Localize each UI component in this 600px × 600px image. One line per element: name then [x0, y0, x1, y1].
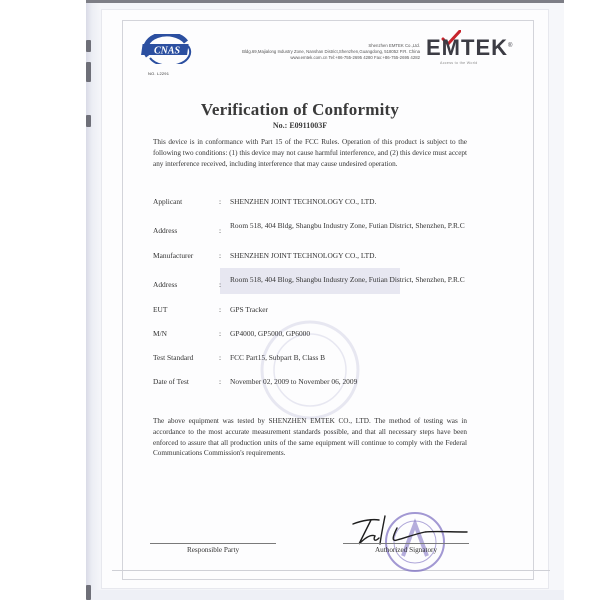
brand-tagline: Access to the World — [440, 61, 478, 65]
field-value: GP4000, GP5000, GP6000 — [230, 329, 311, 338]
sleeve-bottom-edge — [86, 590, 564, 600]
field-separator: : — [219, 280, 222, 289]
field-separator: : — [219, 329, 222, 338]
field-separator: : — [219, 353, 222, 362]
authorized-signatory-label: Authorized Signatory — [374, 546, 438, 554]
binder-hole — [86, 585, 91, 600]
field-value: Room 518, 404 Blog, Shangbu Industry Zone, Futian District, Shenzhen, P.R.C — [230, 275, 465, 284]
field-label: M/N — [153, 329, 167, 338]
field-value: SHENZHEN JOINT TECHNOLOGY CO., LTD. — [230, 251, 377, 260]
authorized-signatory-line — [343, 543, 469, 544]
field-label: Manufacturer — [153, 251, 194, 260]
field-separator: : — [219, 226, 222, 235]
emtek-logo-text: EMTEK — [426, 35, 508, 60]
field-value: SHENZHEN JOINT TECHNOLOGY CO., LTD. — [230, 197, 377, 206]
page-border-bottom — [112, 570, 550, 571]
closing-paragraph: The above equipment was tested by SHENZHEN EMTEK CO., LTD. The method of testing was in accordance to the most accurate measurement standards possible, and that all necessary steps have been enforced to assure that all production units of the same equipment will continue to comply with the Federal Communications Commission's requirements. — [153, 417, 467, 458]
responsible-party-label: Responsible Party — [186, 546, 240, 554]
responsible-party-line — [150, 543, 276, 544]
accreditation-number: NO. L2291 — [148, 71, 170, 76]
field-value: November 02, 2009 to November 06, 2009 — [230, 377, 358, 386]
registered-mark-icon: ® — [508, 43, 514, 49]
field-separator: : — [219, 197, 222, 206]
company-contact: www.emtek.com.cn Tel:+86-755-2695 4280 Fax:+86-755-2695 4282 — [290, 55, 420, 60]
cnas-logo-icon — [140, 34, 194, 64]
company-name: Shenzhen EMTEK Co.,Ltd. — [368, 43, 420, 48]
binder-hole — [86, 40, 91, 52]
binder-hole — [86, 62, 91, 82]
svg-text:CNAS: CNAS — [153, 45, 181, 57]
emtek-logo — [426, 37, 513, 59]
field-label: Address — [153, 280, 178, 289]
field-separator: : — [219, 251, 222, 260]
field-value: GPS Tracker — [230, 305, 268, 314]
certificate-number: No.: E0911003F — [272, 121, 328, 130]
document-title: Verification of Conformity — [200, 100, 400, 119]
watermark-emblem-icon — [200, 260, 420, 420]
field-label: EUT — [153, 305, 168, 314]
company-info — [242, 43, 420, 61]
field-label: Date of Test — [153, 377, 189, 386]
field-label: Applicant — [153, 197, 183, 206]
intro-paragraph: This device is in conformance with Part 15 of the FCC Rules. Operation of this product is subject to the following two conditions: (1) this device may not cause harmful interference, and (2) this device must accept any interference received, including interference that may cause undesired operation. — [153, 138, 467, 168]
field-label: Test Standard — [153, 353, 194, 362]
field-value: Room 518, 404 Bldg, Shangbu Industry Zone, Futian District, Shenzhen, P.R.C — [230, 221, 465, 230]
field-value: FCC Part15, Subpart B, Class B — [230, 353, 326, 362]
field-separator: : — [219, 305, 222, 314]
sleeve-top-edge — [86, 0, 564, 3]
handwritten-signature-icon — [345, 510, 475, 550]
field-label: Address — [153, 226, 178, 235]
company-address: Bldg.69,Majialong Industry Zone, Nanshan District,Shenzhen,Guangdong, 518052 P.R. China — [242, 49, 420, 54]
field-separator: : — [219, 377, 222, 386]
